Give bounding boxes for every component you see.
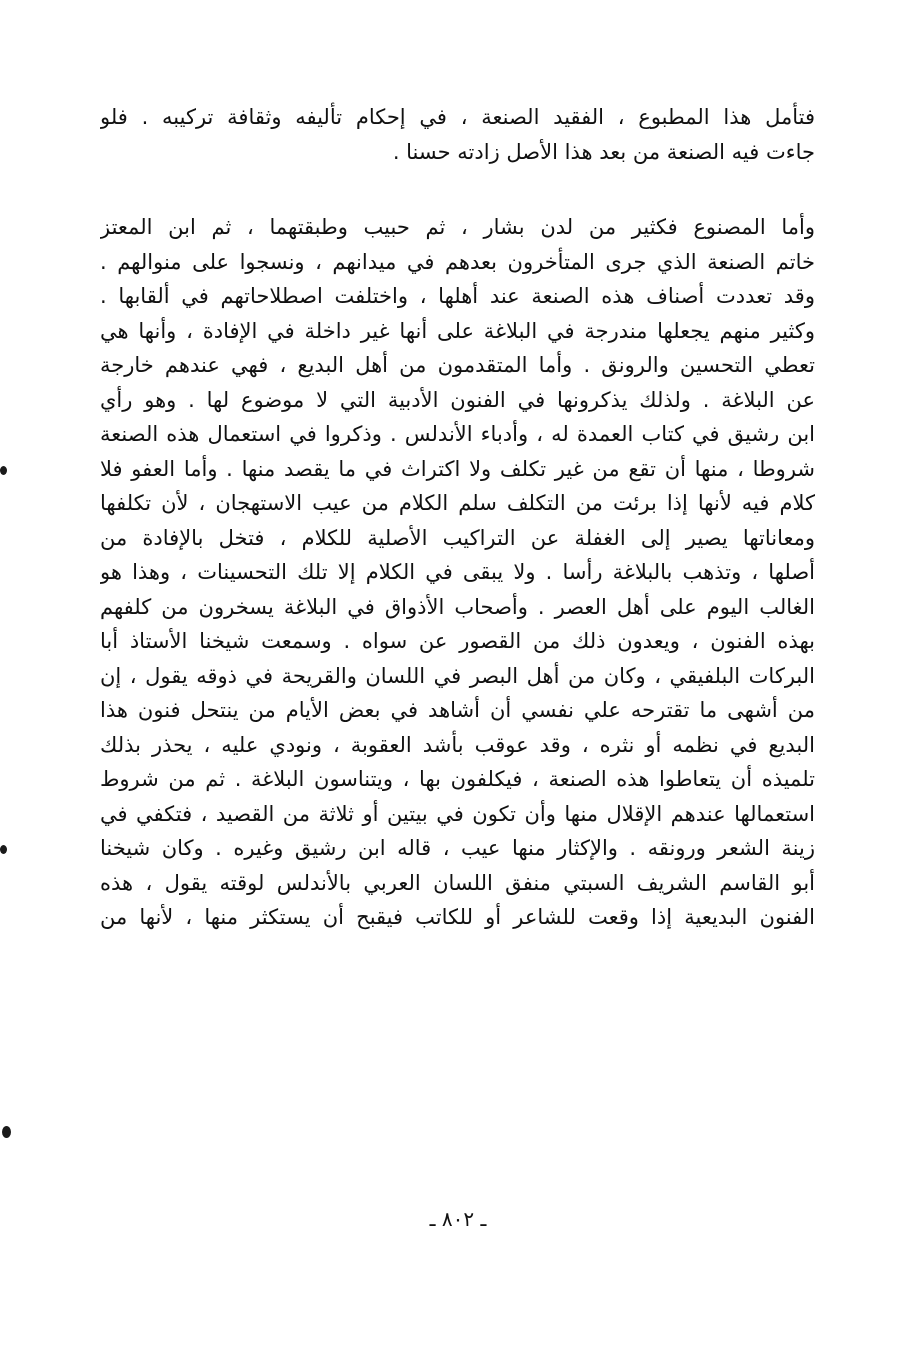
- text-line: زينة الشعر ورونقه . والإكثار منها عيب ، قاله ابن رشيق وغيره . وكان شيخنا: [100, 836, 815, 860]
- scan-artifact-dot: [0, 466, 7, 475]
- text-line: البديع في نظمه أو نثره ، وقد عوقب بأشد العقوبة ، ونودي عليه ، يحذر بذلك: [100, 732, 815, 757]
- text-line: ابن رشيق في كتاب العمدة له ، وأدباء الأندلس . وذكروا في استعمال هذه الصنعة: [100, 422, 815, 446]
- text-line: أبو القاسم الشريف السبتي منفق اللسان العربي بالأندلس لوقته يقول ، هذه: [100, 870, 815, 895]
- scan-artifact-dot: [2, 1126, 11, 1138]
- text-line: تلميذه أن يتعاطوا هذه الصنعة ، فيكلفون بها ، ويتناسون البلاغة . ثم من شروط: [100, 767, 815, 791]
- text-line: أصلها ، وتذهب بالبلاغة رأسا . ولا يبقى في الكلام إلا تلك التحسينات ، وهذا هو: [100, 560, 815, 584]
- text-line: جاءت فيه الصنعة من بعد هذا الأصل زادته حسنا .: [392, 139, 815, 164]
- text-line: عن البلاغة . ولذلك يذكرونها في الفنون الأدبية التي لا موضوع لها . وهو رأي: [100, 387, 815, 412]
- text-line: فتأمل هذا المطبوع ، الفقيد الصنعة ، في إحكام تأليفه وثقافة تركيبه . فلو: [100, 105, 815, 129]
- text-line: البركات البلفيقي ، وكان من أهل البصر في اللسان والقريحة في ذوقه يقول ، إن: [100, 663, 815, 688]
- text-line: بهذه الفنون ، ويعدون ذلك من القصور عن سواه . وسمعت شيخنا الأستاذ أبا: [100, 629, 815, 653]
- paragraph-1: [100, 100, 815, 169]
- text-line: تعطي التحسين والرونق . وأما المتقدمون من أهل البديع ، فهي عندهم خارجة: [100, 353, 815, 377]
- text-line: ومعاناتها يصير إلى الغفلة عن التراكيب الأصلية للكلام ، فتخل بالإفادة من: [100, 525, 815, 550]
- text-line: وكثير منهم يجعلها مندرجة في البلاغة على أنها غير داخلة في الإفادة ، وأنها هي: [100, 318, 815, 343]
- text-line: استعمالها عندهم الإقلال منها وأن تكون في بيتين أو ثلاثة من القصيد ، فتكفي في: [100, 801, 815, 826]
- text-line: كلام فيه لأنها إذا برئت من التكلف سلم الكلام من عيب الاستهجان ، لأن تكلفها: [100, 491, 815, 515]
- text-line: وأما المصنوع فكثير من لدن بشار ، ثم حبيب وطبقتهما ، ثم ابن المعتز: [100, 215, 815, 239]
- page-number: ـ ٨٠٢ ـ: [429, 1207, 487, 1231]
- text-line: وقد تعددت أصناف هذه الصنعة عند أهلها ، واختلفت اصطلاحاتهم في ألقابها .: [100, 284, 815, 308]
- paragraph-2: [100, 210, 815, 935]
- text-line: الفنون البديعية إذا وقعت للشاعر أو للكاتب فيقبح أن يستكثر منها ، لأنها من: [100, 905, 815, 929]
- text-line: من أشهى ما تقترحه علي نفسي أن أشاهد في بعض الأيام من ينتحل فنون هذا: [100, 698, 815, 722]
- scan-artifact-dot: [0, 845, 7, 854]
- text-line: الغالب اليوم على أهل العصر . وأصحاب الأذواق في البلاغة يسخرون من كلفهم: [100, 594, 815, 619]
- text-line: خاتم الصنعة الذي جرى المتأخرون بعدهم في ميدانهم ، ونسجوا على منوالهم .: [100, 249, 815, 274]
- text-line: شروطا ، منها أن تقع من غير تكلف ولا اكتراث في ما يقصد منها . وأما العفو فلا: [100, 456, 815, 481]
